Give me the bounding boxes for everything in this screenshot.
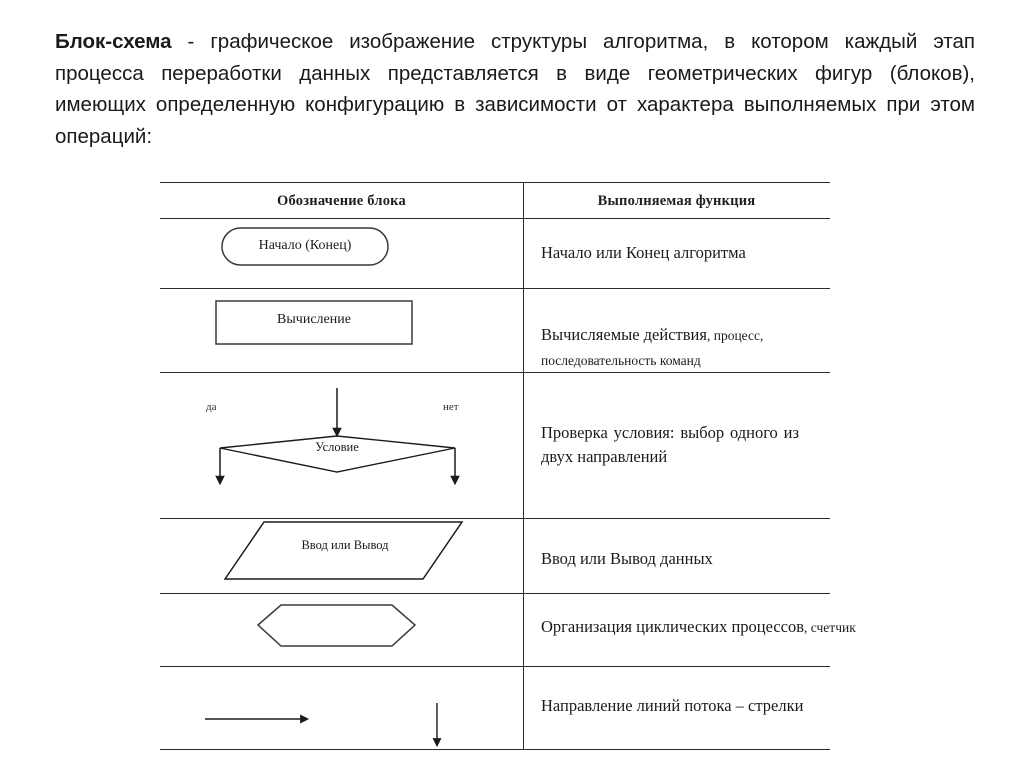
term-highlight: Блок-схема	[55, 30, 172, 53]
page-title	[55, 26, 975, 152]
function-text-row-1: Начало или Конец алгоритма	[541, 243, 746, 262]
column-header-function: Выполняемая функция	[597, 193, 756, 209]
row-divider-1	[160, 288, 830, 289]
function-text-row-6: Направление линий потока – стрелки	[541, 696, 804, 715]
table-bottom-border	[160, 749, 830, 750]
term-definition: - графическое изображение структуры алгоритма, в котором каждый этап процесса переработки данных представляется в виде геометрических фигур (блоков), имеющих определенную конфигурацию в зависимости от характера выполняемых при этом операций:	[55, 30, 975, 148]
row-divider-5	[160, 666, 830, 667]
branch-label-no: нет	[443, 401, 459, 413]
function-text-row-2: Вычисляемые действия, процесс, последовательность команд	[541, 325, 764, 368]
function-text-row-4: Ввод или Вывод данных	[541, 549, 713, 568]
block-symbol-table	[160, 182, 856, 750]
column-divider	[523, 182, 524, 749]
shape-label-terminator: Начало (Конец)	[258, 238, 352, 253]
function-text-row-3: Проверка условия: выбор одного из двух направлений	[541, 423, 799, 466]
branch-label-yes: да	[206, 401, 217, 413]
table-top-border	[160, 182, 830, 183]
shape-label-process: Вычисление	[277, 312, 351, 327]
column-header-symbol: Обозначение блока	[277, 193, 406, 209]
shape-label-decision: Условие	[315, 440, 359, 454]
function-text-row-5: Организация циклических процессов, счетчик	[541, 617, 856, 636]
row-divider-4	[160, 593, 830, 594]
shape-loop	[258, 605, 415, 646]
row-divider-3	[160, 518, 830, 519]
shape-label-input-output: Ввод или Вывод	[301, 538, 389, 552]
header-bottom-border	[160, 218, 830, 219]
